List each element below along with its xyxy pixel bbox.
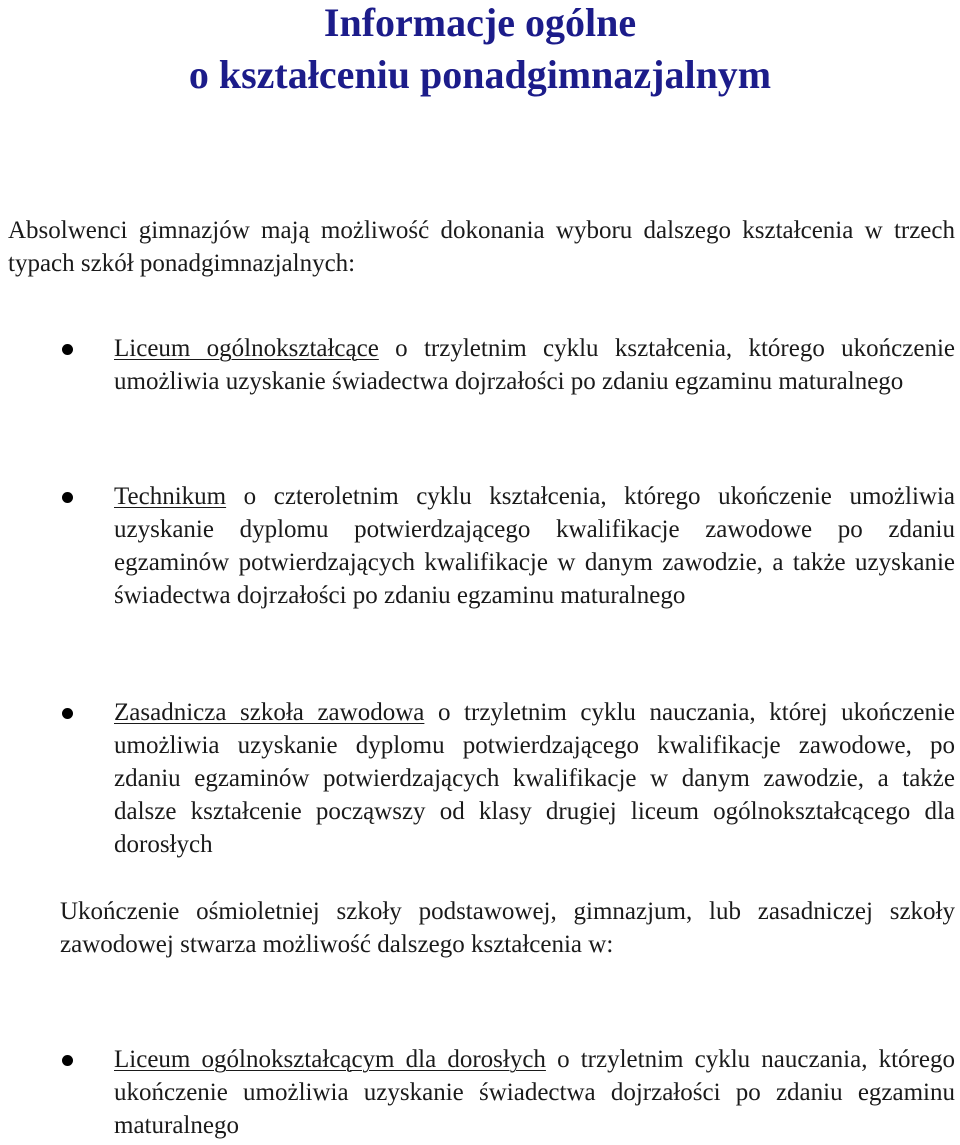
second-paragraph: Ukończenie ośmioletniej szkoły podstawowej, gimnazjum, lub zasadniczej szkoły zawodowej stwarza możliwość dalszego kształcenia w: <box>60 898 955 958</box>
bullet-icon <box>62 708 73 719</box>
bullet-icon <box>62 1055 73 1066</box>
school-type-description: o trzyletnim cyklu kształcenia, którego ukończenie umożliwia uzyskanie świadectwa dojrzałości po zdaniu egzaminu maturalnego <box>114 335 956 395</box>
bullet-icon <box>62 344 73 355</box>
list-item-text <box>114 332 955 398</box>
list-item-text <box>114 480 955 612</box>
school-type-description: o czteroletnim cyklu kształcenia, którego ukończenie umożliwia uzyskanie dyplomu potwierdzającego kwalifikacje zawodowe po zdaniu egzaminów potwierdzających kwalifikacje w danym zawodzie, a także uzyskanie świadectwa dojrzałości po zdaniu egzaminu maturalnego <box>114 483 955 609</box>
page-subtitle: o kształceniu ponadgimnazjalnym <box>188 52 772 97</box>
bullet-icon <box>62 492 73 503</box>
intro-paragraph: Absolwenci gimnazjów mają możliwość dokonania wyboru dalszego kształcenia w trzech typach szkół ponadgimnazjalnych: <box>8 217 955 277</box>
school-type-description: o trzyletnim cyklu nauczania, którego ukończenie umożliwia uzyskanie świadectwa dojrzałości po zdaniu egzaminu maturalnego <box>114 1046 955 1139</box>
list-item-text <box>114 696 955 861</box>
school-type-description: o trzyletnim cyklu nauczania, której ukończenie umożliwia uzyskanie dyplomu potwierdzającego kwalifikacje zawodowe, po zdaniu egzaminów potwierdzających kwalifikacje w danym zawodzie, a także dalsze kształcenie począwszy od klasy drugiej liceum ogólnokształcącego dla dorosłych <box>114 699 955 858</box>
school-type-name: Zasadnicza szkoła zawodowa <box>114 699 425 726</box>
list-item-text <box>114 1043 955 1142</box>
school-type-name: Liceum ogólnokształcące <box>114 335 379 362</box>
page-title: Informacje ogólne <box>323 0 637 45</box>
school-type-name: Technikum <box>114 483 227 510</box>
school-type-name: Liceum ogólnokształcącym dla dorosłych <box>114 1046 546 1073</box>
